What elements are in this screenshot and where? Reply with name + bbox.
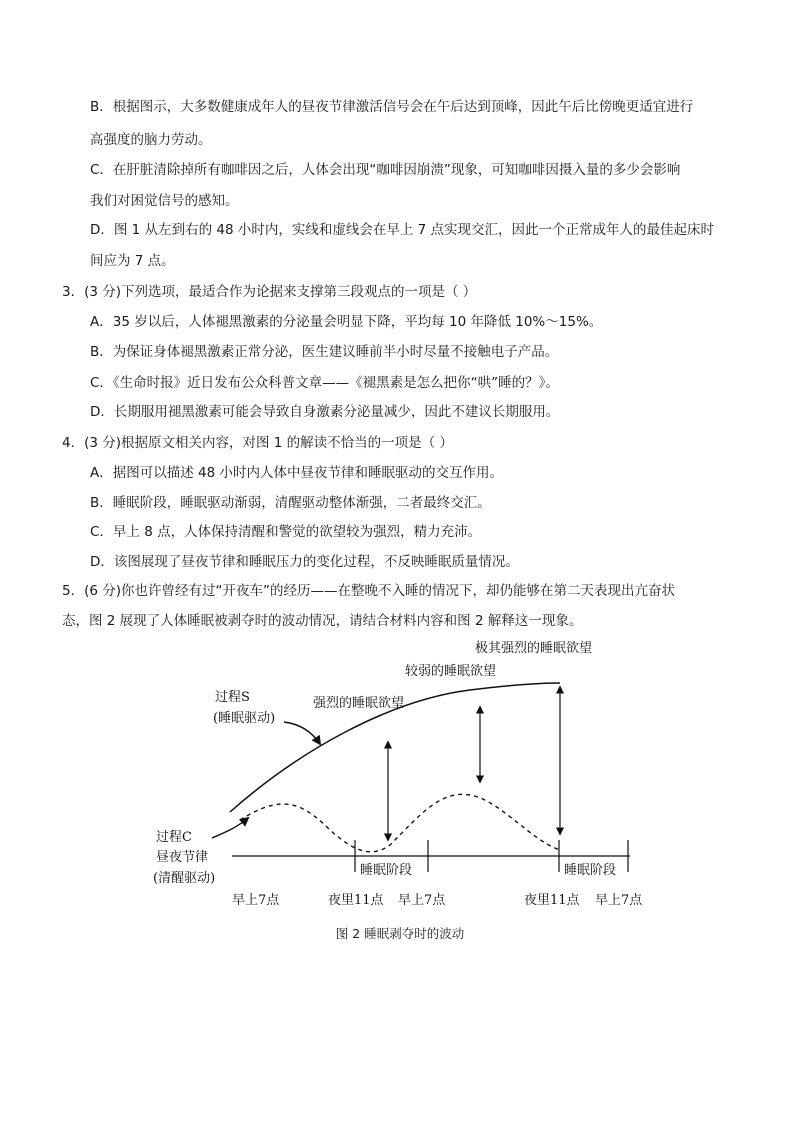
label-process-c: 过程C <box>156 830 192 845</box>
option-line: A．据图可以描述 48 小时内人体中昼夜节律和睡眠驱动的交互作用。 <box>90 465 503 481</box>
option-line: B．为保证身体褪黑激素正常分泌，医生建议睡前半小时尽量不接触电子产品。 <box>90 344 559 360</box>
label-extreme-desire: 极其强烈的睡眠欲望 <box>475 641 593 656</box>
option-line: C．在肝脏清除掉所有咖啡因之后，人体会出现“咖啡因崩溃”现象，可知咖啡因摄入量的多少会影响 <box>90 162 681 178</box>
label-process-s-sub: (睡眠驱动) <box>213 711 276 726</box>
option-line: A．35 岁以后，人体褪黑激素的分泌量会明显下降，平均每 10 年降低 10%～15%。 <box>90 314 603 330</box>
option-line: 高强度的脑力劳动。 <box>90 132 212 148</box>
tick-label: 夜里11点 <box>524 893 580 908</box>
option-line: B．根据图示，大多数健康成年人的昼夜节律激活信号会在午后达到顶峰，因此午后比傍晚更适宜进行 <box>90 99 694 115</box>
question-stem: 4．(3 分)根据原文相关内容，对图 1 的解读不恰当的一项是（ ） <box>62 435 453 451</box>
question-stem: 5．(6 分)你也许曾经有过“开夜车”的经历——在整晚不入睡的情况下，却仍能够在第二天表现出亢奋状 <box>62 583 675 599</box>
option-line: B．睡眠阶段，睡眠驱动渐弱，清醒驱动整体渐强，二者最终交汇。 <box>90 495 491 511</box>
figure-2-sleep-deprivation <box>140 632 670 912</box>
option-line: D．图 1 从左到右的 48 小时内，实线和虚线会在早上 7 点实现交汇，因此一个正常成年人的最佳起床时 <box>90 222 714 238</box>
label-weak-desire: 较弱的睡眠欲望 <box>405 664 497 679</box>
label-strong-desire: 强烈的睡眠欲望 <box>313 696 405 711</box>
label-process-c-sub2: (清醒驱动) <box>153 871 216 886</box>
label-sleep-stage: 睡眠阶段 <box>564 863 617 878</box>
option-line: 间应为 7 点。 <box>90 253 175 269</box>
process-c-curve <box>240 794 560 851</box>
label-process-c-sub: 昼夜节律 <box>156 850 209 865</box>
option-line: 我们对困觉信号的感知。 <box>90 193 239 209</box>
label-sleep-stage: 睡眠阶段 <box>360 863 413 878</box>
process-c-pointer <box>212 818 248 838</box>
question-stem: 态，图 2 展现了人体睡眠被剥夺时的波动情况，请结合材料内容和图 2 解释这一现象。 <box>62 613 583 629</box>
question-stem: 3．(3 分)下列选项，最适合作为论据来支撑第三段观点的一项是（ ） <box>62 284 477 300</box>
tick-label: 早上7点 <box>595 893 643 908</box>
option-line: C．早上 8 点，人体保持清醒和警觉的欲望较为强烈，精力充沛。 <box>90 524 482 540</box>
tick-label: 早上7点 <box>232 893 280 908</box>
figure-caption: 图 2 睡眠剥夺时的波动 <box>335 926 465 941</box>
option-line: C．《生命时报》近日发布公众科普文章——《褪黑素是怎么把你“哄”睡的？》。 <box>90 375 559 391</box>
process-s-pointer <box>284 722 320 744</box>
tick-label: 早上7点 <box>398 893 446 908</box>
option-line: D．该图展现了昼夜节律和睡眠压力的变化过程，不反映睡眠质量情况。 <box>90 554 519 570</box>
tick-label: 夜里11点 <box>328 893 384 908</box>
label-process-s: 过程S <box>215 690 250 705</box>
option-line: D．长期服用褪黑激素可能会导致自身激素分泌量减少，因此不建议长期服用。 <box>90 404 560 420</box>
